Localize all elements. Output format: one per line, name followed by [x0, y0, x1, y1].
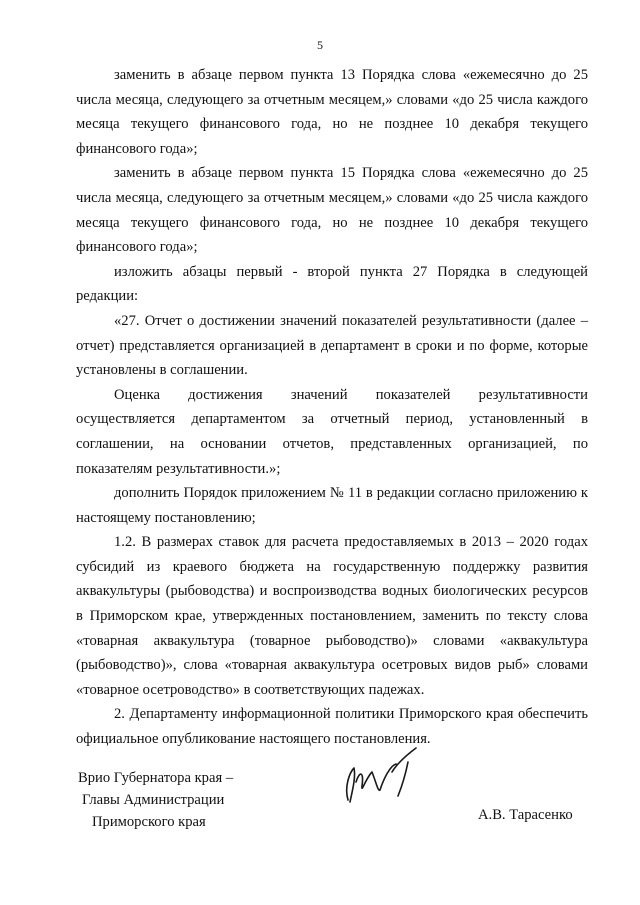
paragraph: 2. Департаменту информационной политики Приморского края обеспечить официальное опубликование настоящего постановления.	[76, 706, 588, 748]
paragraph: заменить в абзаце первом пункта 13 Порядка слова «ежемесячно до 25 числа месяца, следующего за отчетным месяцем,» словами «до 25 числа каждого месяца текущего финансового года, но не позднее 10 декабря текущего финансового года»;	[76, 67, 588, 157]
paragraph: дополнить Порядок приложением № 11 в редакции согласно приложению к настоящему постановлению;	[76, 485, 588, 526]
paragraph: «27. Отчет о достижении значений показателей результативности (далее – отчет) представляется организацией в департамент в сроки и по форме, которые установлены в соглашении.	[76, 312, 588, 379]
handwritten-signature	[336, 742, 436, 822]
paragraph: изложить абзацы первый - второй пункта 27 Порядка в следующей редакции:	[76, 263, 588, 305]
paragraph: 1.2. В размерах ставок для расчета предоставляемых в 2013 – 2020 годах субсидий из краевого бюджета на государственную поддержку развития аквакультуры (рыбоводства) и воспроизводства водных биологических ресурсов в Приморском крае, утвержденных постановлением, заменить по тексту слова «товарная аквакультура (товарное рыбоводство)» словами «аквакультура (рыбоводство)», слова «товарная аквакультура осетровых видов рыб» словами «товарное осетроводство» в соответствующих падежах.	[76, 534, 588, 698]
signatory-title	[78, 767, 233, 833]
paragraph: заменить в абзаце первом пункта 15 Порядка слова «ежемесячно до 25 числа месяца, следующего за отчетным месяцем,» словами «до 25 числа каждого месяца текущего финансового года, но не позднее 10 декабря текущего финансового года»;	[76, 165, 588, 256]
signatory-title-line: Врио Губернатора края –	[78, 770, 234, 786]
document-body	[76, 63, 588, 752]
signatory-title-line: Приморского края	[92, 814, 206, 830]
paragraph: Оценка достижения значений показателей результативности осуществляется департаментом за отчетный период, установленный в соглашении, на основании отчетов, представленных организацией, по показателям результативности.»;	[76, 386, 588, 477]
signatory-title-line: Главы Администрации	[82, 792, 225, 808]
page-number: 5	[317, 38, 323, 52]
signer-name: А.В. Тарасенко	[478, 807, 573, 823]
